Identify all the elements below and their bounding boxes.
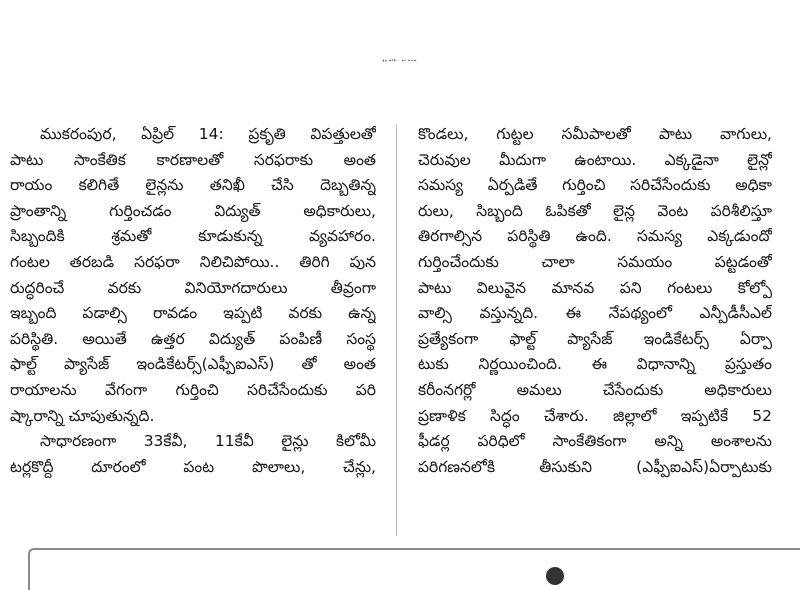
article-text-line: రులు, సిబ్బంది ఓపికతో లైన్ల వెంట పరిశీలిస్తూ	[418, 201, 772, 220]
article-text-line: ఫాల్ట్ ప్యాసేజ్ ఇండికేటర్స్(ఎఫ్పీఐఎస్) తో అంత	[10, 355, 376, 374]
article-text-line: ప్రణాళిక సిద్ధం చేశారు. జిల్లాలో ఇప్పటికే 52	[418, 406, 772, 425]
article-text-line: ప్రత్యేకంగా ఫాల్ట్ ప్యాసేజ్ ఇండికేటర్స్ ఏర్పా	[418, 329, 772, 348]
article-text-line: పాటు సాంకేతిక కారణాలతో సరఫరాకు అంత	[10, 150, 376, 169]
article-text-line: సమస్య ఏర్పడితే గుర్తించి సరిచేసేందుకు అధికా	[418, 176, 772, 195]
article-headline: లైన్ల తనిఖీ.. ఇక సులువు	[382, 59, 418, 62]
article-text-line: వాల్సి వస్తున్నది. ఈ నేపథ్యంలో ఎన్పీడీసీఎల్	[418, 304, 772, 323]
article-left-column	[10, 122, 376, 480]
article-text-line: రాయాలను వేగంగా గుర్తించి సరిచేసేందుకు పరి	[10, 380, 376, 399]
article-text-line: రాయం కలిగితే లైన్లను తనిఖీ చేసి దెబ్బతిన్న	[10, 176, 376, 195]
article-text-line: టుకు నిర్ణయించింది. ఈ విధానాన్ని ప్రస్తుతం	[418, 355, 772, 374]
article-text-line: పాటు విలువైన మానవ పని గంటలు కోల్పో	[418, 278, 772, 297]
article-text-line: పరిగణనలోకి తీసుకుని (ఎఫ్పీఐఎస్)ఏర్పాటుకు	[418, 457, 772, 476]
article-text-line: రుద్ధరించే వరకు వినియోగదారులు తీవ్రంగా	[10, 278, 376, 297]
article-text-line: ప్రాంతాన్ని గుర్తించడం విద్యుత్ అధికారులు,	[10, 201, 376, 220]
article-text-line: సాధారణంగా 33కేవీ, 11కేవీ లైన్లు కిలోమీ	[40, 432, 376, 451]
article-text-line: ష్కారాన్ని చూపుతున్నది.	[10, 406, 155, 425]
article-text-line: కరీంనగర్లో అమలు చేసేందుకు అధికారులు	[418, 380, 772, 399]
article-right-column	[418, 122, 772, 480]
article-text-line: కొండలు, గుట్టల సమీపాలతో పాటు వాగులు,	[418, 125, 772, 143]
next-article-frame	[28, 548, 800, 590]
article-text-line: ఫీడర్ల పరిధిలో సాంకేతికంగా అన్ని అంశాలను	[418, 432, 772, 451]
article-text-line: గంటల తరబడి సరఫరా నిలిచిపోయి.. తిరిగి పున	[10, 252, 376, 271]
article-text-line: తిరగాల్సిన పరిస్థితి ఉంది. సమస్య ఎక్కడుందో	[418, 227, 772, 246]
article-text-line: సిబ్బందికి శ్రమతో కూడుకున్న వ్యవహారం.	[10, 227, 376, 246]
column-divider	[396, 124, 397, 536]
article-text-line: చెరువుల మీదుగా ఉంటాయి. ఎక్కడైనా లైన్లో	[418, 150, 772, 169]
article-text-line: ముకరంపుర, ఏప్రిల్ 14: ప్రకృతి విపత్తులతో	[40, 125, 376, 143]
article-text-line: పరిస్థితి. అయితే ఉత్తర విద్యుత్ పంపిణీ సంస్థ	[10, 329, 376, 348]
article-text-line: టర్లకొద్దీ దూరంలో పంట పొలాలు, చేన్లు,	[10, 457, 376, 476]
article-text-line: ఇబ్బంది పడాల్సి రావడం ఇప్పటి వరకు ఉన్న	[10, 304, 376, 323]
bullet-dot-icon	[546, 567, 564, 585]
article-text-line: గుర్తించేందుకు చాలా సమయం పట్టడంతో	[418, 252, 772, 271]
